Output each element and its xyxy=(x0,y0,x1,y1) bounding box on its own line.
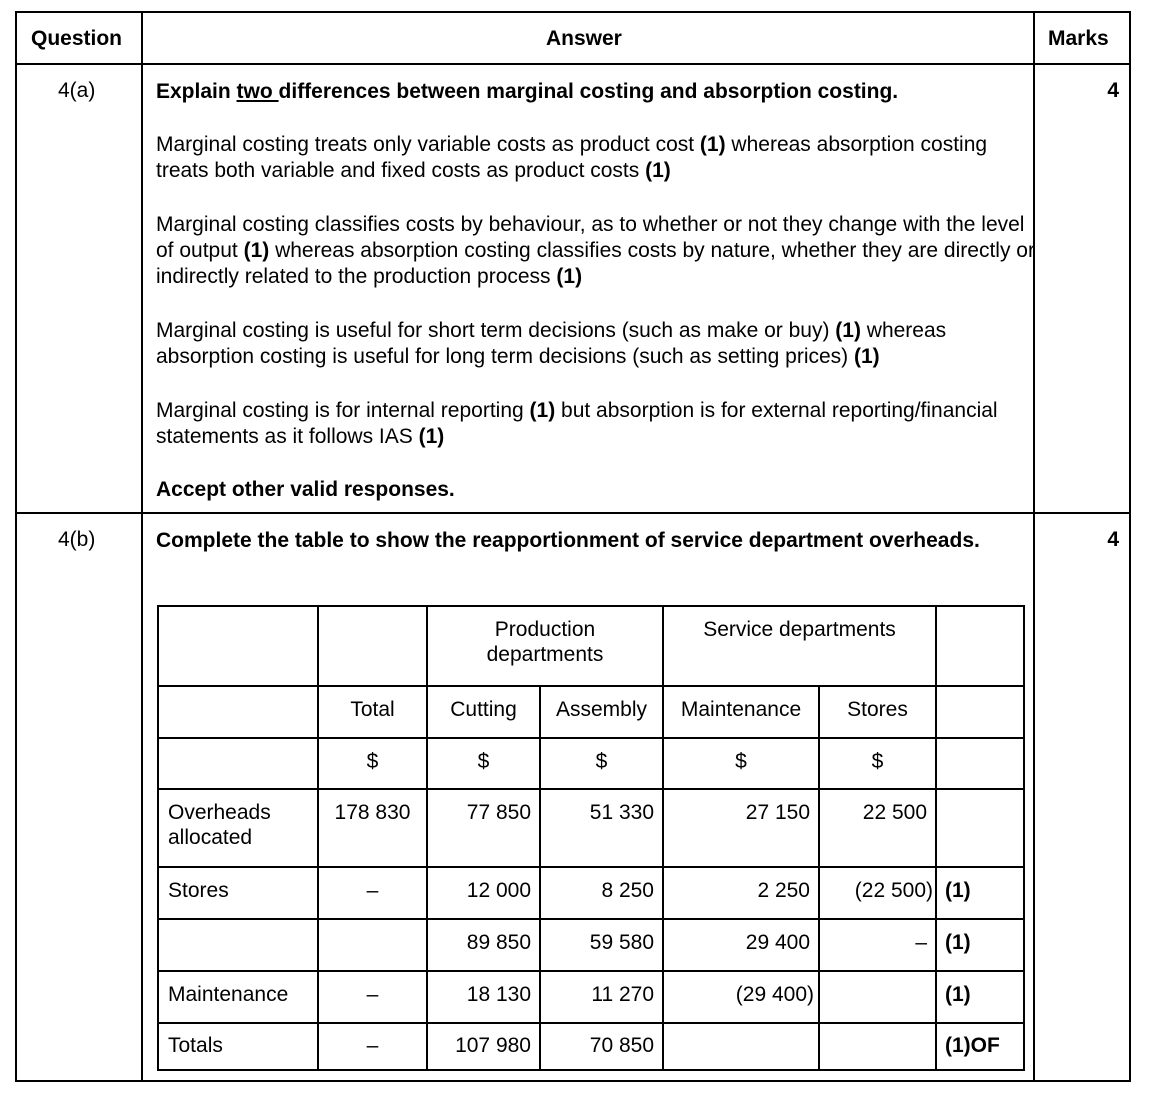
assembly-cell: 70 850 xyxy=(540,1023,663,1070)
maintenance-cell: 2 250 xyxy=(663,867,819,919)
reapportionment-table xyxy=(157,605,1025,1071)
table-row xyxy=(158,867,1024,919)
table-row xyxy=(158,789,1024,867)
currency-cell: $ xyxy=(819,738,936,789)
row-label: Stores xyxy=(158,867,318,919)
answer-header: Answer xyxy=(546,27,622,50)
marks-4a: 4 xyxy=(1107,79,1119,102)
marks-4b: 4 xyxy=(1107,528,1119,551)
cutting-cell: 18 130 xyxy=(427,971,540,1023)
stores-cell: – xyxy=(819,919,936,971)
total-cell xyxy=(318,919,427,971)
column-header: Maintenance xyxy=(663,686,819,738)
column-header: Assembly xyxy=(540,686,663,738)
currency-cell: $ xyxy=(318,738,427,789)
marks-header: Marks xyxy=(1048,27,1109,50)
table-row xyxy=(158,738,1024,789)
stores-cell: (22 500) xyxy=(819,867,936,919)
group-header-service: Service departments xyxy=(663,606,936,686)
cutting-cell: 89 850 xyxy=(427,919,540,971)
row-divider xyxy=(17,63,1129,65)
question-prompt-4b: Complete the table to show the reapportionment of service department overheads. xyxy=(156,529,980,552)
question-header: Question xyxy=(31,27,123,50)
mark-cell xyxy=(936,789,1024,867)
table-row xyxy=(158,606,1024,686)
table-row xyxy=(158,1023,1024,1070)
assembly-cell: 51 330 xyxy=(540,789,663,867)
cutting-cell: 12 000 xyxy=(427,867,540,919)
mark-cell: (1) xyxy=(936,971,1024,1023)
column-divider xyxy=(141,13,143,1080)
row-label xyxy=(158,919,318,971)
stores-cell xyxy=(819,971,936,1023)
currency-cell: $ xyxy=(663,738,819,789)
maintenance-cell: 29 400 xyxy=(663,919,819,971)
maintenance-cell: (29 400) xyxy=(663,971,819,1023)
question-number-4a: 4(a) xyxy=(58,79,96,102)
column-header: Stores xyxy=(819,686,936,738)
cutting-cell: 77 850 xyxy=(427,789,540,867)
cutting-cell: 107 980 xyxy=(427,1023,540,1070)
accept-note: Accept other valid responses. xyxy=(156,478,455,501)
row-label: Maintenance xyxy=(158,971,318,1023)
answer-4a xyxy=(156,79,1041,503)
currency-cell: $ xyxy=(427,738,540,789)
answer-point-2: Marginal costing classifies costs by behaviour, as to whether or not they change with the level of output (1) whereas absorption costing classifies costs by nature, whether they are directly or indirectly related to the production process (1) xyxy=(156,213,1035,288)
stores-cell xyxy=(819,1023,936,1070)
answer-point-1: Marginal costing treats only variable costs as product cost (1) whereas absorption costing treats both variable and fixed costs as product costs (1) xyxy=(156,133,988,182)
currency-cell: $ xyxy=(540,738,663,789)
table-row xyxy=(158,971,1024,1023)
total-cell: 178 830 xyxy=(318,789,427,867)
answer-point-4: Marginal costing is for internal reporting (1) but absorption is for external reporting/financial statements as it follows IAS (1) xyxy=(156,399,998,448)
maintenance-cell: 27 150 xyxy=(663,789,819,867)
question-prompt-4a: Explain two differences between marginal costing and absorption costing. xyxy=(156,80,899,103)
question-number-4b: 4(b) xyxy=(58,528,96,551)
maintenance-cell xyxy=(663,1023,819,1070)
row-label: Totals xyxy=(158,1023,318,1070)
column-header: Cutting xyxy=(427,686,540,738)
mark-cell: (1)OF xyxy=(936,1023,1024,1070)
mark-cell: (1) xyxy=(936,867,1024,919)
total-cell: – xyxy=(318,867,427,919)
table-row xyxy=(158,919,1024,971)
group-header-production: Production departments xyxy=(427,606,663,686)
row-label: Overheads allocated xyxy=(158,789,318,867)
mark-scheme-table xyxy=(15,11,1131,1082)
mark-cell: (1) xyxy=(936,919,1024,971)
total-cell: – xyxy=(318,971,427,1023)
assembly-cell: 59 580 xyxy=(540,919,663,971)
assembly-cell: 11 270 xyxy=(540,971,663,1023)
total-cell: – xyxy=(318,1023,427,1070)
row-divider xyxy=(17,512,1129,514)
column-header: Total xyxy=(318,686,427,738)
assembly-cell: 8 250 xyxy=(540,867,663,919)
stores-cell: 22 500 xyxy=(819,789,936,867)
table-row xyxy=(158,686,1024,738)
answer-point-3: Marginal costing is useful for short term decisions (such as make or buy) (1) whereas absorption costing is useful for long term decisions (such as setting prices) (1) xyxy=(156,319,947,368)
